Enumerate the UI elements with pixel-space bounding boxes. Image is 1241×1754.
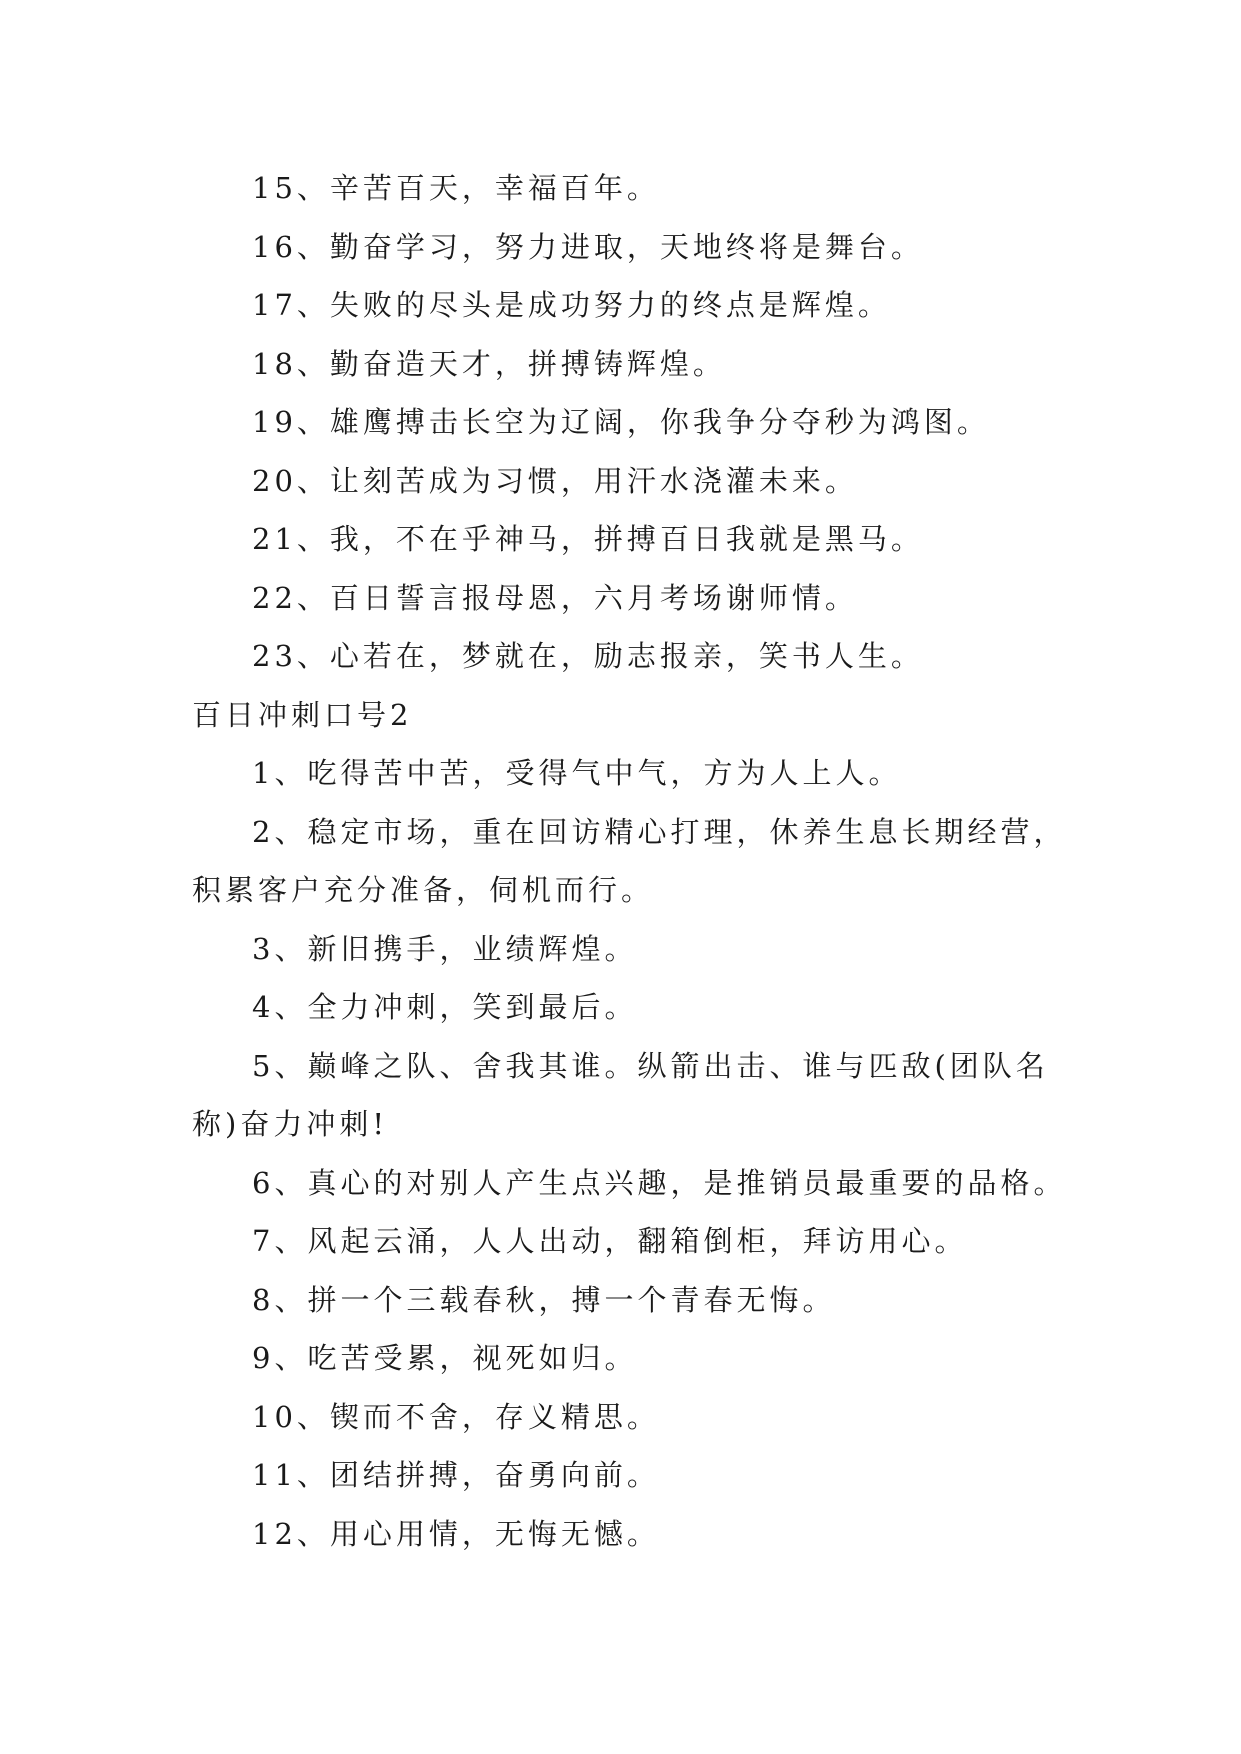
section-heading: 百日冲刺口号2 (192, 697, 413, 732)
list-item-continuation: 积累客户充分准备，伺机而行。 (192, 873, 655, 907)
list-item: 11、团结拼搏，奋勇向前。 (252, 1458, 660, 1492)
list-item: 15、辛苦百天，幸福百年。 (252, 171, 660, 205)
list-item: 19、雄鹰搏击长空为辽阔，你我争分夺秒为鸿图。 (252, 405, 990, 439)
list-item: 8、拼一个三载春秋，搏一个青春无悔。 (252, 1282, 836, 1317)
list-item: 4、全力冲刺，笑到最后。 (252, 990, 638, 1024)
document-body (192, 159, 1072, 1563)
list-item: 16、勤奋学习，努力进取，天地终将是舞台。 (252, 229, 924, 264)
list-item-continuation: 称)奋力冲刺! (192, 1107, 388, 1141)
list-item: 2、稳定市场，重在回访精心打理，休养生息长期经营， (252, 814, 1067, 849)
list-item: 12、用心用情，无悔无憾。 (252, 1516, 660, 1551)
list-item: 18、勤奋造天才，拼搏铸辉煌。 (252, 346, 726, 381)
list-item: 7、风起云涌，人人出动，翻箱倒柜，拜访用心。 (252, 1224, 968, 1258)
list-item: 22、百日誓言报母恩，六月考场谢师情。 (252, 580, 858, 615)
list-item: 5、巅峰之队、舍我其谁。纵箭出击、谁与匹敌(团队名 (252, 1048, 1049, 1083)
list-item: 3、新旧携手，业绩辉煌。 (252, 931, 638, 966)
list-item: 9、吃苦受累，视死如归。 (252, 1341, 638, 1375)
list-item: 10、锲而不舍，存义精思。 (252, 1399, 660, 1434)
list-item: 23、心若在，梦就在，励志报亲，笑书人生。 (252, 639, 924, 673)
list-item: 6、真心的对别人产生点兴趣，是推销员最重要的品格。 (252, 1165, 1067, 1200)
list-item: 21、我，不在乎神马，拼搏百日我就是黑马。 (252, 522, 924, 556)
list-item: 20、让刻苦成为习惯，用汗水浇灌未来。 (252, 463, 858, 498)
list-item: 17、失败的尽头是成功努力的终点是辉煌。 (252, 288, 891, 322)
list-item: 1、吃得苦中苦，受得气中气，方为人上人。 (252, 756, 902, 790)
